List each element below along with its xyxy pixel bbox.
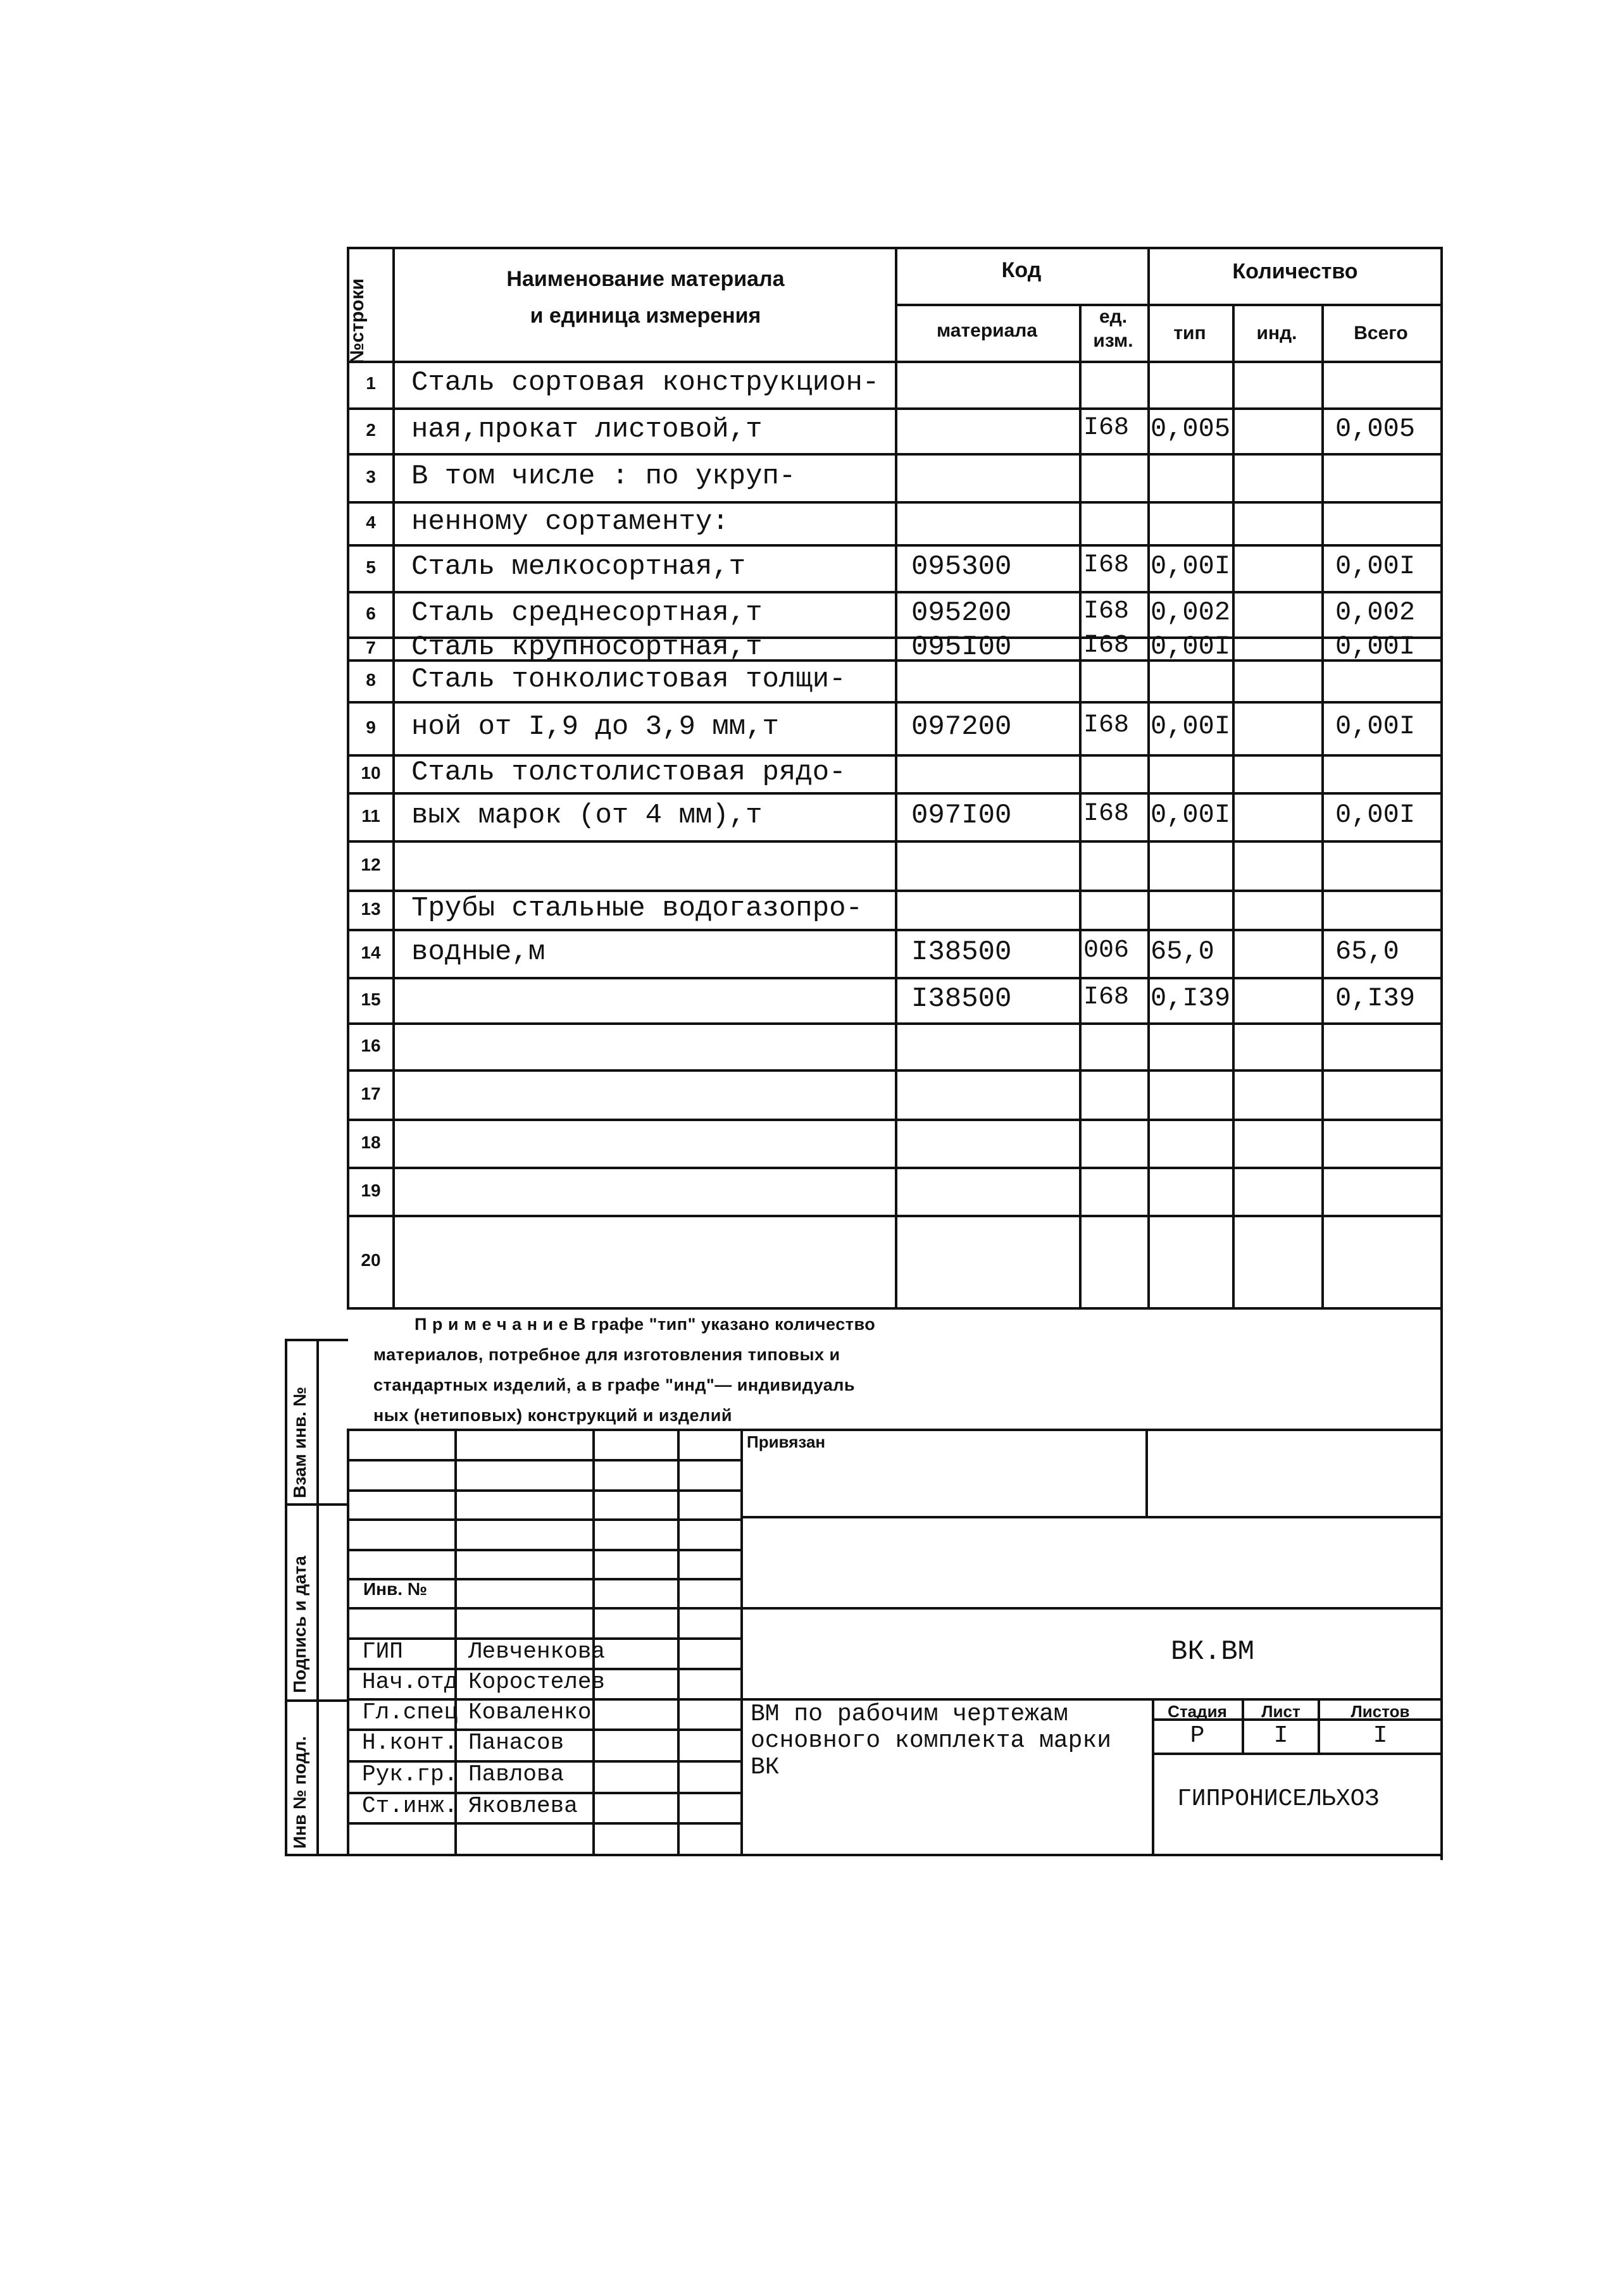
row-number: 3: [366, 467, 376, 487]
signer-role: Н.конт.: [362, 1730, 458, 1756]
signer-role: Ст.инж.: [362, 1793, 458, 1819]
cell-name: Сталь мелкосортная,т: [411, 551, 746, 583]
signer-name: Яковлева: [468, 1793, 578, 1819]
cell-unit: 006: [1083, 936, 1130, 965]
name-header-1: Наименование материала: [506, 267, 785, 291]
row-number: 6: [366, 604, 376, 623]
row-number: 16: [361, 1036, 381, 1055]
cell-code: 095200: [911, 597, 1012, 629]
signer-name: Панасов: [468, 1730, 564, 1756]
inv-podl-label: Инв № подл.: [290, 1735, 309, 1849]
doc-title-2: основного комплекта марки: [751, 1727, 1112, 1754]
cell-code: I38500: [911, 936, 1012, 968]
note-line-3: стандартных изделий, а в графе "инд"— индивидуаль: [373, 1375, 856, 1394]
note-line-2: материалов, потребное для изготовления типовых и: [373, 1345, 840, 1364]
ind-header: инд.: [1256, 323, 1297, 344]
vzam-inv-label: Взам инв. №: [290, 1387, 309, 1498]
cell-unit: I68: [1083, 414, 1130, 442]
row-number: 8: [366, 670, 376, 690]
row-number: 7: [366, 638, 376, 657]
organization-name: ГИПРОНИСЕЛЬХОЗ: [1177, 1785, 1380, 1813]
doc-title-3: ВК: [751, 1754, 780, 1781]
row-number: 18: [361, 1132, 381, 1152]
cell-name: Сталь сортовая конструкцион-: [411, 367, 880, 399]
cell-name: Сталь толстолистовая рядо-: [411, 757, 846, 788]
row-number: 5: [366, 557, 376, 577]
cell-type: 0,00I: [1151, 711, 1231, 742]
signer-name: Левченкова: [468, 1639, 606, 1665]
material-code-header: материала: [936, 320, 1038, 341]
cell-total: 0,00I: [1335, 551, 1416, 581]
row-number: 9: [366, 717, 376, 737]
unit-header-2: изм.: [1093, 330, 1133, 351]
note-line-4: ных (нетиповых) конструкций и изделий: [373, 1406, 732, 1425]
signature-date-label: Подпись и дата: [290, 1556, 309, 1693]
doc-title-1: ВМ по рабочим чертежам: [751, 1701, 1068, 1728]
cell-code: 097200: [911, 711, 1012, 743]
privyazan-label: Привязан: [747, 1432, 826, 1451]
row-number: 13: [361, 899, 381, 919]
cell-name: Сталь тонколистовая толщи-: [411, 664, 846, 695]
row-number: 1: [366, 373, 376, 393]
cell-total: 65,0: [1335, 936, 1399, 967]
code-header: Код: [1001, 258, 1042, 282]
row-number: 4: [366, 512, 376, 532]
cell-unit: I68: [1083, 597, 1130, 626]
document-code: ВК.ВМ: [1171, 1636, 1255, 1668]
cell-unit: I68: [1083, 711, 1130, 740]
cell-total: 0,I39: [1335, 983, 1416, 1014]
cell-total: 0,00I: [1335, 711, 1416, 742]
cell-type: 0,00I: [1151, 551, 1231, 581]
cell-total: 0,002: [1335, 597, 1416, 628]
stage-value: Р: [1190, 1722, 1205, 1749]
cell-name: вых марок (от 4 мм),т: [411, 800, 763, 831]
row-number: 15: [361, 990, 381, 1009]
cell-total: 0,00I: [1335, 631, 1416, 662]
cell-name: ненному сортаменту:: [411, 506, 729, 538]
cell-code: 097I00: [911, 800, 1012, 831]
cell-name: Сталь среднесортная,т: [411, 597, 763, 629]
row-number: 17: [361, 1084, 381, 1103]
cell-unit: I68: [1083, 800, 1130, 828]
sheet-value: I: [1273, 1722, 1288, 1749]
cell-type: 0,00I: [1151, 800, 1231, 830]
cell-name: ная,прокат листовой,т: [411, 414, 763, 445]
sheets-label: Листов: [1350, 1702, 1410, 1721]
name-header-2: и единица измерения: [530, 304, 761, 328]
signer-role: Нач.отд: [362, 1669, 458, 1695]
cell-code: 095300: [911, 551, 1012, 583]
cell-unit: I68: [1083, 983, 1130, 1012]
cell-type: 0,002: [1151, 597, 1231, 628]
cell-type: 0,00I: [1151, 631, 1231, 662]
cell-name: ной от I,9 до 3,9 мм,т: [411, 711, 779, 743]
cell-unit: I68: [1083, 551, 1130, 580]
row-number: 11: [361, 806, 380, 826]
row-number: 19: [361, 1181, 381, 1200]
unit-header-1: ед.: [1099, 306, 1128, 327]
signer-name: Коростелев: [468, 1669, 606, 1695]
sheet-label: Лист: [1261, 1702, 1300, 1721]
cell-type: 65,0: [1151, 936, 1214, 967]
cell-code: 095I00: [911, 631, 1012, 663]
cell-type: 0,005: [1151, 414, 1231, 444]
row-number: 2: [366, 420, 376, 440]
cell-code: I38500: [911, 983, 1012, 1015]
total-header: Всего: [1354, 323, 1408, 344]
type-header: тип: [1173, 323, 1206, 344]
signer-role: ГИП: [362, 1639, 403, 1665]
cell-name: водные,м: [411, 936, 546, 968]
cell-name: Сталь крупносортная,т: [411, 631, 763, 663]
cell-name: Трубы стальные водогазопро-: [411, 893, 863, 924]
row-number: 12: [361, 855, 381, 874]
stage-label: Стадия: [1168, 1702, 1227, 1721]
signer-role: Гл.спец: [362, 1699, 458, 1725]
sheets-value: I: [1373, 1722, 1388, 1749]
signer-name: Коваленко: [468, 1699, 592, 1725]
cell-name: В том числе : по укруп-: [411, 461, 796, 492]
qty-header: Количество: [1232, 259, 1358, 283]
note-line-1: П р и м е ч а н и е В графе "тип" указано количество: [415, 1315, 876, 1334]
inv-no-label: Инв. №: [363, 1579, 428, 1599]
cell-total: 0,00I: [1335, 800, 1416, 830]
signer-name: Павлова: [468, 1761, 564, 1787]
signer-role: Рук.гр.: [362, 1761, 458, 1787]
row-number-header: №строки: [347, 278, 368, 364]
cell-type: 0,I39: [1151, 983, 1231, 1014]
cell-total: 0,005: [1335, 414, 1416, 444]
row-number: 10: [361, 763, 381, 783]
cell-unit: I68: [1083, 631, 1130, 660]
row-number: 14: [361, 943, 381, 962]
row-number: 20: [361, 1250, 381, 1270]
